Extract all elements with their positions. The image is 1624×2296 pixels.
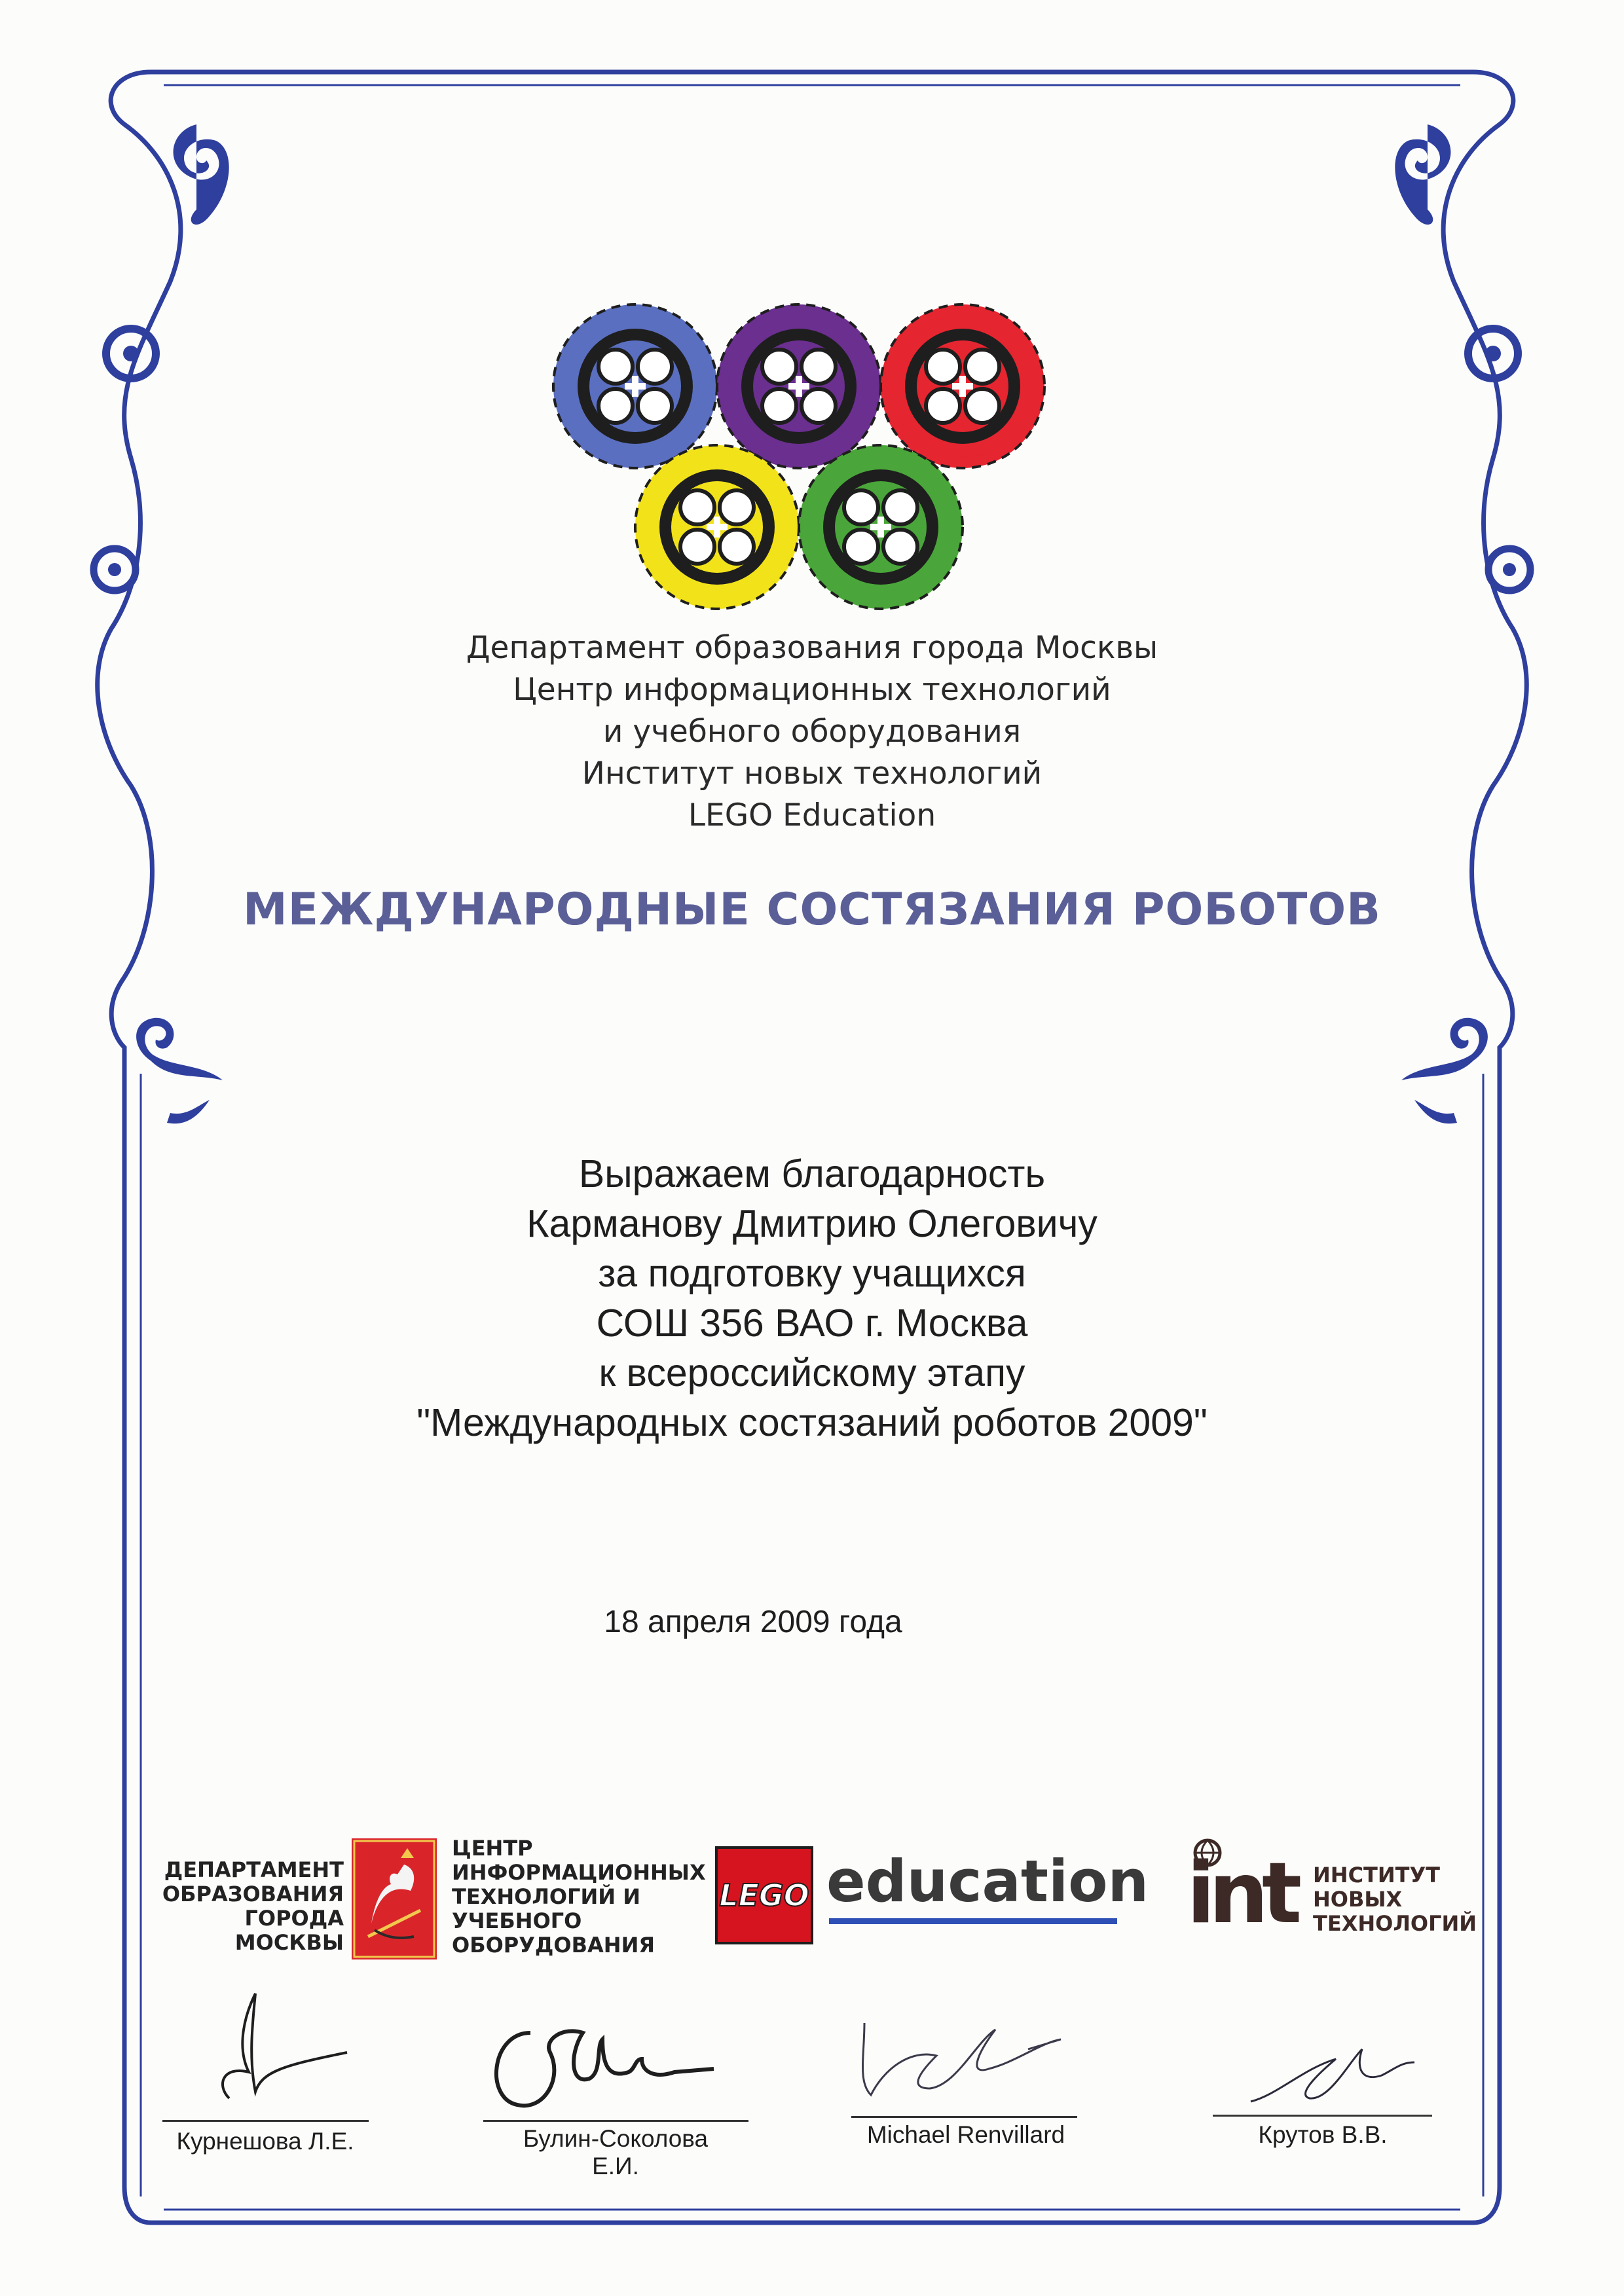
org-line: Департамент образования города Москвы (466, 630, 1158, 666)
school-line: СОШ 356 ВАО г. Москва (596, 1302, 1028, 1345)
event-line: "Международных состязаний роботов 2009" (416, 1401, 1208, 1444)
lego-education-wordmark: education (826, 1848, 1149, 1915)
lego-underline (829, 1918, 1117, 1924)
int-logo-mark: int (1187, 1845, 1296, 1942)
recipient-name: Карманову Дмитрию Олеговичу (526, 1202, 1098, 1245)
signature-line (162, 2120, 369, 2122)
gear-green-icon (799, 445, 963, 609)
signature-line (483, 2120, 748, 2122)
thanks-line: за подготовку учащихся (598, 1252, 1026, 1295)
signatory-name: Крутов В.В. (1258, 2121, 1388, 2148)
gear-yellow-icon (635, 445, 799, 609)
gears-logo (550, 301, 1048, 615)
signature-line (1213, 2115, 1432, 2117)
signature-1-icon (190, 1980, 373, 2111)
center-logo-text: ЦЕНТР ИНФОРМАЦИОННЫХ ТЕХНОЛОГИЙ И УЧЕБНОГО ОБОРУДОВАНИЯ (452, 1836, 706, 1958)
department-logo-text: ДЕПАРТАМЕНТ ОБРАЗОВАНИЯ ГОРОДА МОСКВЫ (162, 1857, 344, 1955)
signature-line (851, 2116, 1077, 2118)
org-line: LEGO Education (688, 797, 936, 833)
signatory-name: Булин-Соколова Е.И. (523, 2125, 709, 2179)
gear-red-icon (881, 304, 1044, 468)
org-line: и учебного оборудования (602, 714, 1022, 750)
thanks-line: Выражаем благодарность (578, 1152, 1046, 1195)
org-line: Центр информационных технологий (513, 672, 1111, 708)
institute-logo-text: ИНСТИТУТ НОВЫХ ТЕХНОЛОГИЙ (1313, 1863, 1477, 1936)
signature-2-icon (478, 2007, 727, 2124)
signature-4-icon (1238, 2023, 1434, 2121)
document-title: МЕЖДУНАРОДНЫЕ СОСТЯЗАНИЯ РОБОТОВ (242, 884, 1382, 936)
issue-date: 18 апреля 2009 года (604, 1605, 902, 1639)
thanks-line: к всероссийскому этапу (599, 1351, 1025, 1394)
lego-logo-mark: LEGO (719, 1878, 809, 1913)
org-line: Институт новых технологий (581, 756, 1043, 792)
signature-3-icon (845, 2003, 1100, 2102)
thanks-block (0, 1149, 1624, 1448)
organizations-block (0, 627, 1624, 837)
moscow-coat-of-arms-icon (352, 1838, 437, 1959)
gear-purple-icon (717, 304, 881, 468)
lego-logo (715, 1846, 813, 1944)
gear-blue-icon (553, 304, 717, 468)
signatory-name: Michael Renvillard (866, 2121, 1065, 2148)
signatory-name: Курнешова Л.Е. (176, 2128, 354, 2155)
